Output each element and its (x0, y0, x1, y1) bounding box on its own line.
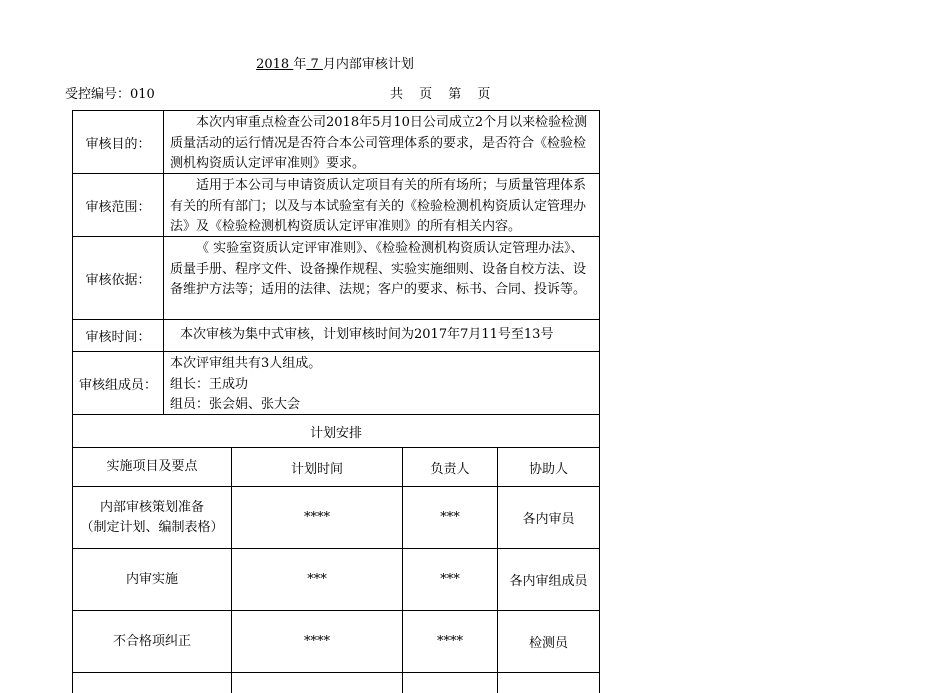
time-cell: **** (232, 611, 403, 672)
table-row (73, 611, 599, 673)
members-label: 审核组成员： (73, 352, 164, 414)
assistant-cell (498, 673, 599, 693)
document-title (0, 53, 670, 72)
time-cell: *** (232, 549, 403, 610)
item-cell: 不合格项纠正 (73, 611, 232, 672)
table-row (73, 487, 599, 549)
control-number: 受控编号：010 (65, 87, 155, 102)
scope-label: 审核范围： (73, 174, 164, 236)
plan-title: 计划安排 (73, 415, 599, 448)
title-year-suffix: 年 (293, 57, 307, 72)
time-row (73, 320, 599, 352)
title-month: 7 (306, 57, 323, 72)
purpose-label: 审核目的： (73, 111, 164, 173)
title-year: 2018 (256, 57, 294, 72)
item-note: （制定计划、编制表格） (80, 519, 224, 535)
time-label: 审核时间： (73, 320, 164, 351)
assistant-cell: 各内审组成员 (509, 574, 588, 589)
table-row (73, 549, 599, 611)
owner-cell: *** (403, 487, 498, 548)
members-line-1: 本次评审组共有3人组成。 (170, 356, 322, 371)
basis-row (73, 237, 599, 320)
col-header-assistant: 协助人 (528, 461, 568, 477)
time-text: 本次审核为集中式审核，计划审核时间为2017年7月11号至13号 (180, 327, 554, 343)
basis-label: 审核依据： (73, 237, 164, 319)
item-cell (73, 673, 232, 693)
item-cell: 内审实施 (73, 549, 232, 610)
members-row (73, 352, 599, 415)
audit-plan-table (72, 110, 600, 693)
time-cell (232, 673, 403, 693)
owner-cell: *** (403, 549, 498, 610)
time-cell: **** (232, 487, 403, 548)
scope-row (73, 174, 599, 237)
item-name: 内部审核策划准备 (99, 499, 204, 515)
col-header-item: 实施项目及要点 (73, 448, 232, 486)
members-line-2: 组长：王成功 (170, 376, 249, 392)
owner-cell: **** (403, 611, 498, 672)
members-text (164, 352, 599, 414)
assistant-cell: 检测员 (528, 636, 568, 651)
col-header-owner: 负责人 (403, 448, 498, 486)
members-line-3: 组员：张会娟、张大会 (170, 397, 301, 412)
purpose-row (73, 111, 599, 174)
scope-text: 适用于本公司与申请资质认定项目有关的所有场所；与质量管理体系有关的所有部门；以及与本试验室有关的《检验检测机构资质认定管理办法》及《检验检测机构资质认定评审准则》的所有相关内容。 (170, 178, 587, 234)
basis-text: 《 实验室资质认定评审准则》、《检验检测机构资质认定管理办法》、质量手册、程序文件、设备操作规程、实验实施细则、设备自校方法、设备维护方法等；适用的法律、法规；客户的要求、标书、合同、投诉等。 (170, 241, 587, 297)
item-cell (73, 487, 232, 548)
table-row (73, 673, 599, 693)
assistant-cell: 各内审员 (522, 512, 575, 527)
title-suffix: 月内部审核计划 (322, 57, 414, 72)
plan-header-row (73, 448, 599, 487)
col-header-time: 计划时间 (232, 448, 403, 486)
page-count: 共 页 第 页 (390, 87, 491, 102)
owner-cell (403, 673, 498, 693)
purpose-text: 本次内审重点检查公司2018年5月10日公司成立2个月以来检验检测质量活动的运行情况是否符合本公司管理体系的要求，是否符合《检验检测机构资质认定评审准则》要求。 (170, 115, 588, 171)
